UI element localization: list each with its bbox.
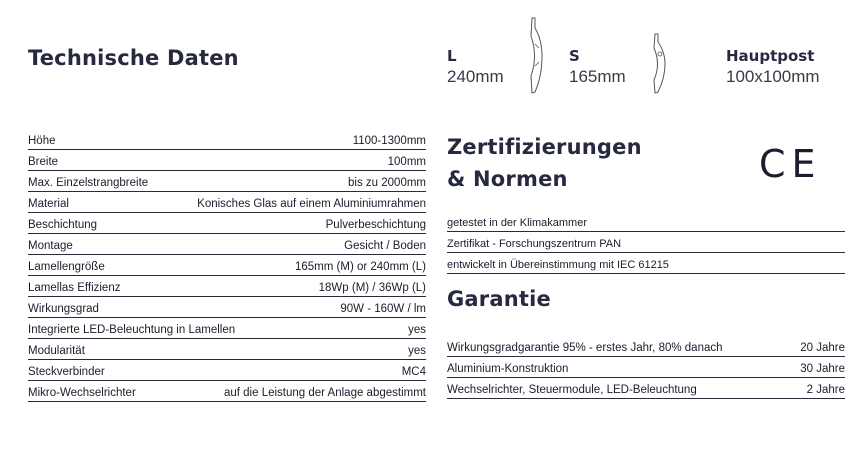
guarantee-value: 30 Jahre (800, 363, 845, 375)
spec-label: Wirkungsgrad (28, 303, 99, 315)
guarantee-title: Garantie (447, 287, 551, 311)
spec-label: Material (28, 198, 69, 210)
size-s-value: 165mm (569, 67, 626, 86)
ce-mark-text: CE (759, 143, 822, 185)
size-s (569, 47, 626, 87)
certification-item: getestet in der Klimakammer (447, 211, 845, 232)
lamella-profile-icon (524, 16, 548, 96)
guarantee-label: Wechselrichter, Steuermodule, LED-Beleuchtung (447, 384, 697, 396)
guarantee-row (447, 357, 845, 378)
guarantee-label: Wirkungsgradgarantie 95% - erstes Jahr, 80% danach (447, 342, 723, 354)
size-l (447, 47, 504, 87)
spec-label: Lamellengröße (28, 261, 105, 273)
guarantee-row (447, 378, 845, 399)
certifications-title-line2: & Normen (447, 167, 568, 191)
spec-row (28, 255, 426, 276)
spec-row (28, 213, 426, 234)
spec-value: auf die Leistung der Anlage abgestimmt (223, 387, 426, 399)
spec-value: Gesicht / Boden (344, 240, 426, 252)
spec-label: Modularität (28, 345, 85, 357)
certification-item: Zertifikat - Forschungszentrum PAN (447, 232, 845, 253)
certifications-list (447, 211, 845, 274)
spec-label: Max. Einzelstrangbreite (28, 177, 149, 189)
size-s-label: S (569, 47, 580, 65)
spec-value: 165mm (M) or 240mm (L) (295, 261, 426, 273)
spec-label: Höhe (28, 135, 56, 147)
guarantee-row (447, 336, 845, 357)
spec-row (28, 339, 426, 360)
spec-value: Pulverbeschichtung (325, 219, 426, 231)
spec-value: Konisches Glas auf einem Aluminiumrahmen (197, 198, 426, 210)
spec-value: yes (408, 324, 426, 336)
spec-value: yes (408, 345, 426, 357)
spec-value: MC4 (401, 366, 426, 378)
size-hauptpost (726, 47, 820, 87)
spec-table (28, 129, 426, 402)
spec-label: Breite (28, 156, 59, 168)
guarantee-value: 2 Jahre (806, 384, 845, 396)
spec-label: Lamellas Effizienz (28, 282, 121, 294)
spec-row (28, 171, 426, 192)
spec-label: Beschichtung (28, 219, 98, 231)
spec-label: Integrierte LED-Beleuchtung in Lamellen (28, 324, 236, 336)
spec-value: 18Wp (M) / 36Wp (L) (318, 282, 426, 294)
spec-row (28, 150, 426, 171)
lamella-profile-icon (649, 32, 669, 96)
spec-row (28, 318, 426, 339)
spec-label: Steckverbinder (28, 366, 105, 378)
guarantee-value: 20 Jahre (800, 342, 845, 354)
page-title: Technische Daten (28, 46, 239, 70)
size-hauptpost-value: 100x100mm (726, 67, 820, 86)
spec-row (28, 381, 426, 402)
spec-value: 90W - 160W / lm (340, 303, 426, 315)
size-hauptpost-label: Hauptpost (726, 47, 815, 65)
certifications-title (447, 131, 642, 195)
spec-row (28, 360, 426, 381)
ce-mark-icon (759, 143, 831, 185)
spec-value: 1100-1300mm (352, 135, 426, 147)
spec-row (28, 234, 426, 255)
spec-value: 100mm (387, 156, 426, 168)
certifications-title-line1: Zertifizierungen (447, 135, 642, 159)
guarantee-label: Aluminium-Konstruktion (447, 363, 569, 375)
guarantee-table (447, 336, 845, 399)
spec-label: Montage (28, 240, 73, 252)
spec-row (28, 276, 426, 297)
size-l-label: L (447, 47, 457, 65)
spec-label: Mikro-Wechselrichter (28, 387, 136, 399)
spec-row (28, 192, 426, 213)
certification-item: entwickelt in Übereinstimmung mit IEC 61215 (447, 253, 845, 274)
spec-row (28, 129, 426, 150)
size-l-value: 240mm (447, 67, 504, 86)
spec-row (28, 297, 426, 318)
spec-value: bis zu 2000mm (348, 177, 426, 189)
